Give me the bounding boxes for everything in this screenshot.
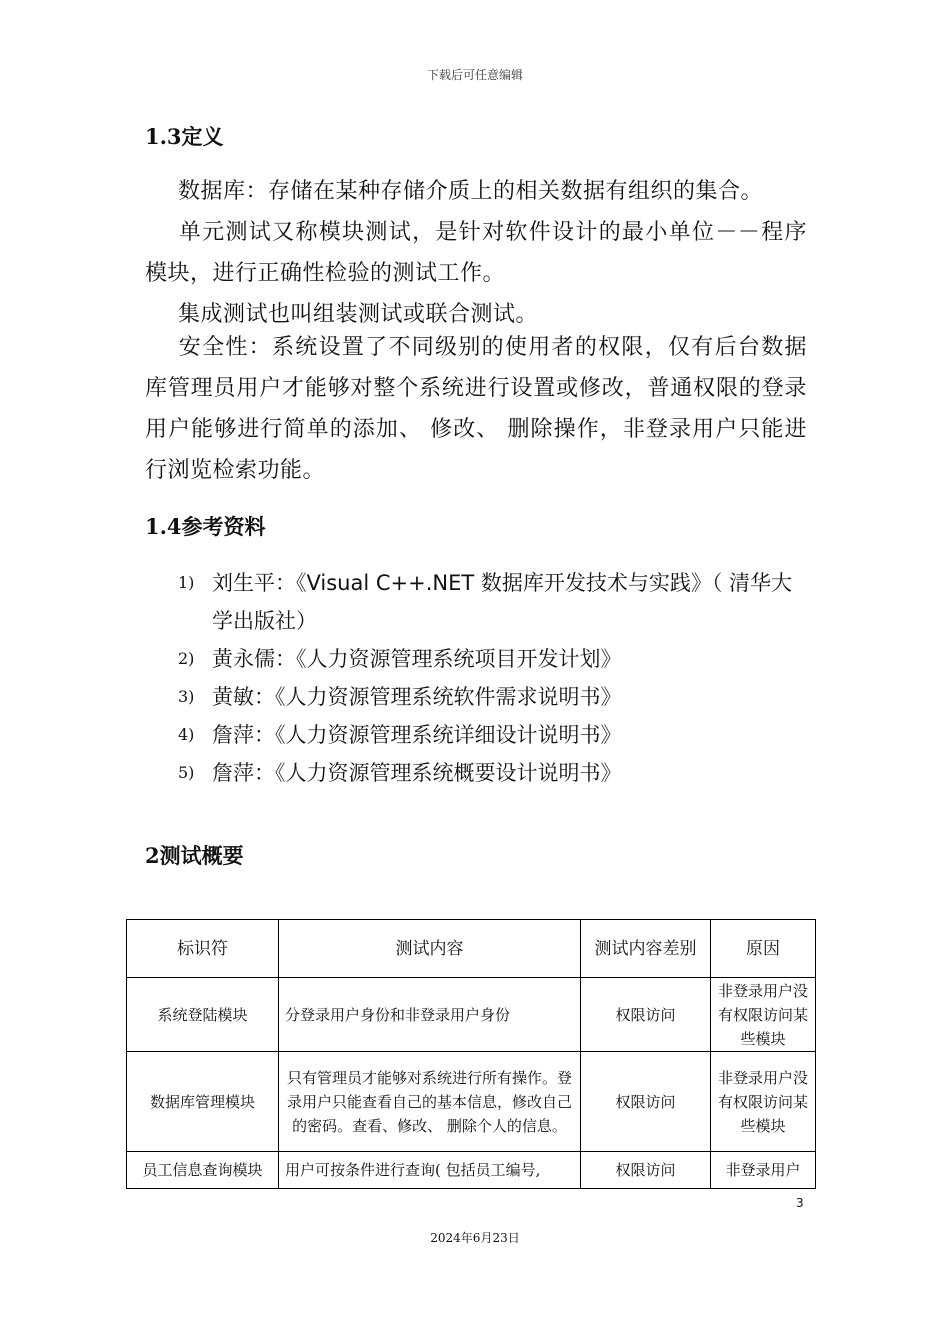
table-cell: 用户可按条件进行查询( 包括员工编号, [279,1152,581,1189]
column-header-content-difference: 测试内容差别 [581,920,711,978]
table-cell: 权限访问 [581,978,711,1052]
reference-text: 黄敏：《人力资源管理系统软件需求说明书》 [212,685,622,709]
table-cell: 非登录用户 [711,1152,816,1189]
reference-number: 2) [178,649,195,668]
reference-text: 詹萍：《人力资源管理系统概要设计说明书》 [212,761,622,785]
paragraph-security-definition [145,327,807,491]
reference-item [178,640,808,678]
reference-list [178,564,808,792]
paragraph-text: 数据库：存储在某种存储介质上的相关数据有组织的集合。 [178,179,764,204]
page-number: 3 [796,1196,804,1210]
reference-text: 詹萍：《人力资源管理系统详细设计说明书》 [212,723,622,747]
reference-item [178,564,808,640]
test-overview-table [126,919,816,1189]
paragraph-unit-test-definition [145,212,807,294]
paragraph-text: 单元测试又称模块测试，是针对软件设计的最小单位－－程序模块，进行正确性检验的测试工作。 [145,220,807,286]
paragraph-text: 安全性：系统设置了不同级别的使用者的权限，仅有后台数据库管理员用户才能够对整个系统进行设置或修改，普通权限的登录用户能够进行简单的添加、 修改、 删除操作，非登录用户只能进行浏览检索功能。 [145,335,807,483]
reference-number: 4) [178,725,195,744]
reference-item [178,754,808,792]
paragraph-text: 集成测试也叫组装测试或联合测试。 [178,302,539,327]
table-cell: 权限访问 [581,1052,711,1152]
table-cell: 非登录用户没有权限访问某些模块 [711,1052,816,1152]
column-header-identifier: 标识符 [127,920,279,978]
column-header-test-content: 测试内容 [279,920,581,978]
reference-text: 刘生平：《Visual C++.NET 数据库开发技术与实践》（ 清华大学出版社） [212,571,793,633]
reference-item [178,678,808,716]
reference-number: 3) [178,687,195,706]
table-cell: 非登录用户没有权限访问某些模块 [711,978,816,1052]
paragraph-database-definition [145,171,807,212]
reference-item [178,716,808,754]
section-heading-1-4: 1.4参考资料 [145,514,266,539]
table-cell: 只有管理员才能够对系统进行所有操作。登录用户只能查看自己的基本信息，修改自己的密码。查看、修改、 删除个人的信息。 [279,1052,581,1152]
table-header-row [127,920,816,978]
table-row [127,1152,816,1189]
section-heading-1-3: 1.3定义 [145,124,224,149]
reference-number: 5) [178,763,195,782]
reference-text: 黄永儒：《人力资源管理系统项目开发计划》 [212,647,622,671]
section-heading-2: 2测试概要 [145,843,244,868]
table-cell: 数据库管理模块 [127,1052,279,1152]
table-row [127,1052,816,1152]
page-header: 下载后可任意编辑 [426,68,523,82]
table-cell: 系统登陆模块 [127,978,279,1052]
reference-number: 1) [178,573,195,592]
table-row [127,978,816,1052]
column-header-reason: 原因 [711,920,816,978]
page-footer-date: 2024年6月23日 [430,1231,520,1245]
table-cell: 员工信息查询模块 [127,1152,279,1189]
table-cell: 分登录用户身份和非登录用户身份 [279,978,581,1052]
table-cell: 权限访问 [581,1152,711,1189]
